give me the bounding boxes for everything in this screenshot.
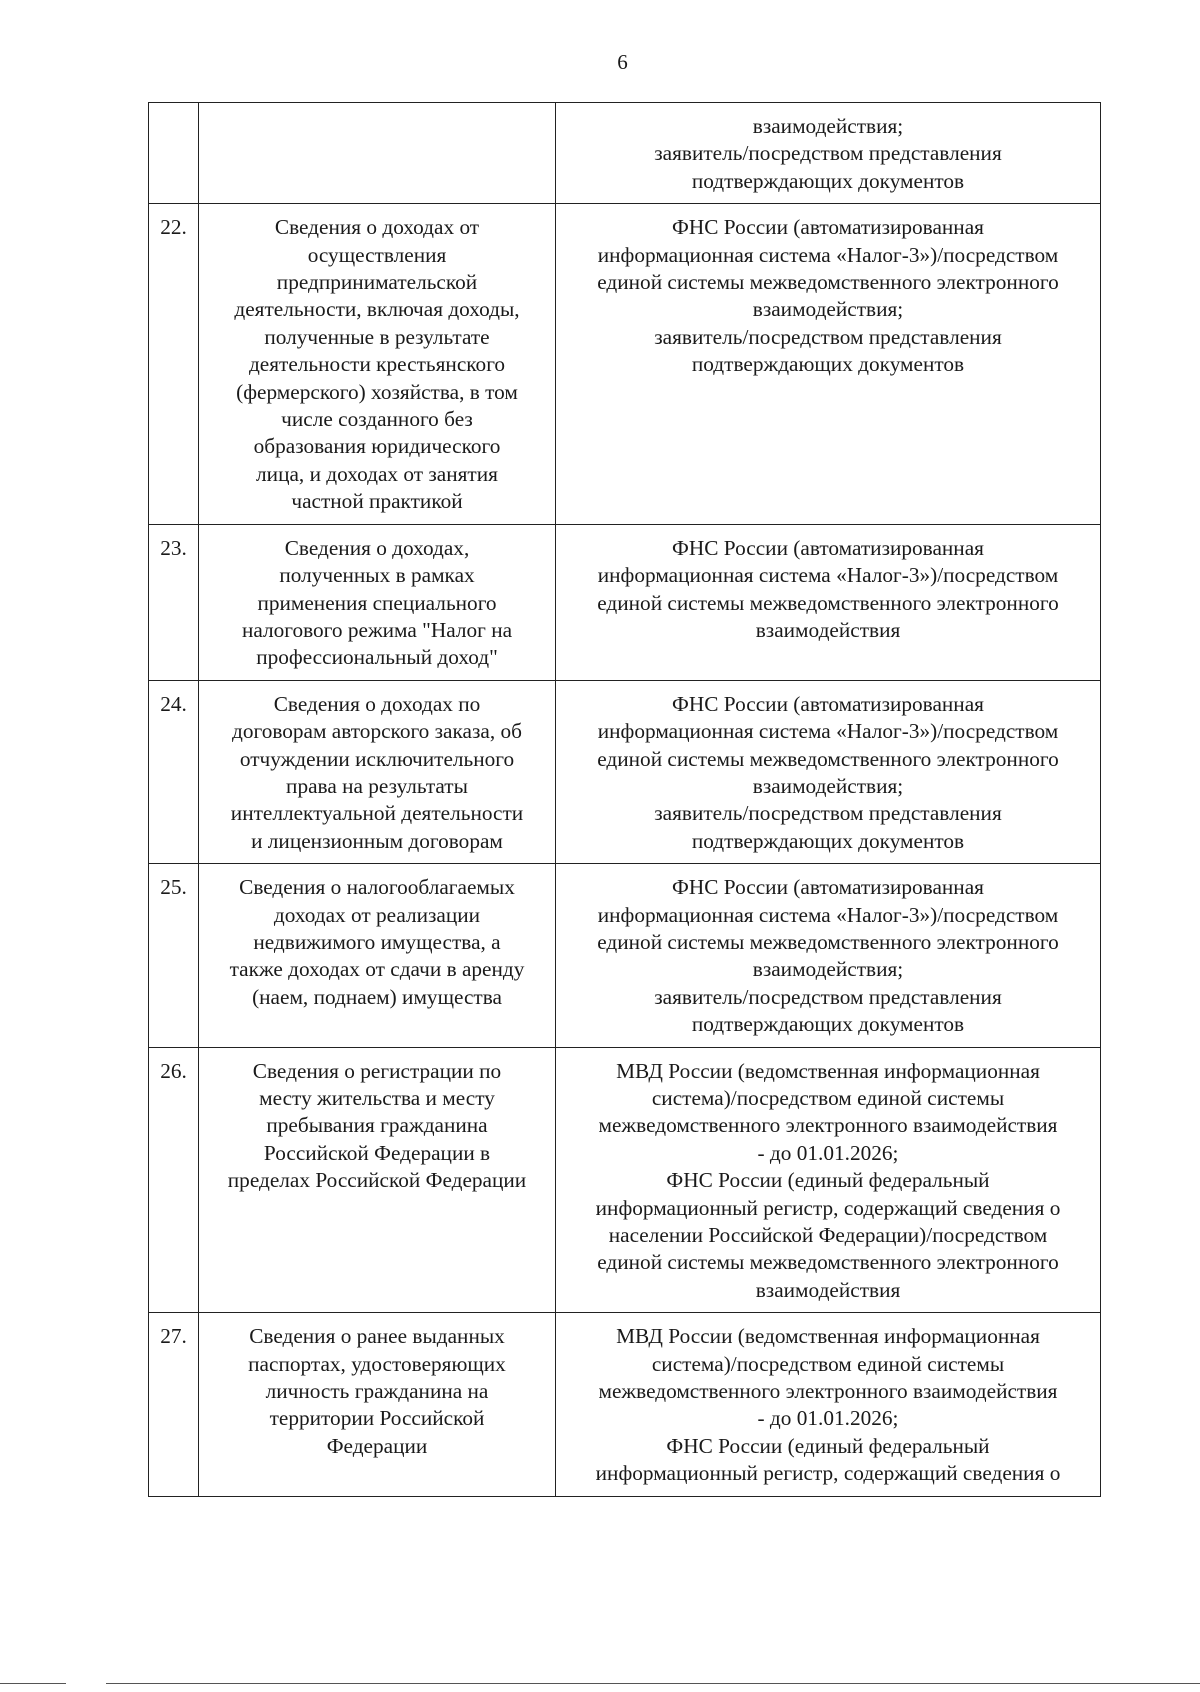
source-line: населении Российской Федерации)/посредством <box>608 1223 1048 1248</box>
information-cell <box>199 204 556 524</box>
information-line: Сведения о доходах по <box>273 691 481 716</box>
information-line: месту жительства и месту <box>259 1086 495 1110</box>
row-number: 27. <box>149 1313 199 1496</box>
source-line: подтверждающих документов <box>691 168 965 193</box>
source-line: взаимодействия; <box>752 957 904 982</box>
source-line: взаимодействия; <box>752 114 904 138</box>
table-row <box>149 204 1101 524</box>
source-line: взаимодействия <box>755 617 901 642</box>
information-line: личность гражданина на <box>265 1379 489 1404</box>
information-cell <box>199 103 556 204</box>
information-line: недвижимого имущества, а <box>253 929 501 954</box>
source-line: информационная система «Налог-3»)/посредством <box>597 563 1059 588</box>
information-line: пределах Российской Федерации <box>227 1168 527 1193</box>
information-line: территории Российской <box>269 1406 485 1431</box>
source-line: информационная система «Налог-3»)/посредством <box>597 719 1059 744</box>
source-line: информационная система «Налог-3»)/посредством <box>597 902 1059 927</box>
information-line: и лицензионным договорам <box>251 828 503 853</box>
information-line: паспортах, удостоверяющих <box>248 1351 506 1376</box>
source-line: подтверждающих документов <box>691 352 965 377</box>
information-line: деятельности, включая доходы, <box>234 297 520 322</box>
source-cell <box>556 204 1101 524</box>
source-line: система)/посредством единой системы <box>651 1086 1005 1110</box>
source-cell <box>556 1047 1101 1313</box>
source-line: ФНС России (автоматизированная <box>672 875 984 900</box>
footer-rule-left <box>0 1683 66 1684</box>
source-line: единой системы межведомственного электронного <box>597 929 1059 954</box>
table-row <box>149 1047 1101 1313</box>
table-body <box>149 103 1101 1497</box>
source-line: единой системы межведомственного электронного <box>597 590 1059 615</box>
information-line: (наем, поднаем) имущества <box>252 984 502 1009</box>
information-line: Российской Федерации в <box>263 1140 491 1165</box>
information-line: предпринимательской <box>276 270 478 295</box>
information-line: деятельности крестьянского <box>248 352 506 377</box>
information-line: лица, и доходах от занятия <box>256 461 498 486</box>
source-line: ФНС России (автоматизированная <box>672 215 984 240</box>
source-line: единой системы межведомственного электронного <box>597 270 1059 295</box>
information-line: Федерации <box>326 1433 428 1458</box>
source-cell <box>556 1313 1101 1496</box>
information-line: также доходах от сдачи в аренду <box>229 957 525 982</box>
information-line: Сведения о доходах от <box>274 215 480 240</box>
row-number <box>149 103 199 204</box>
source-line: межведомственного электронного взаимодействия <box>598 1113 1058 1138</box>
row-number: 24. <box>149 680 199 863</box>
information-line: Сведения о налогооблагаемых <box>239 875 515 900</box>
source-line: взаимодействия <box>755 1277 901 1302</box>
data-sources-table <box>148 102 1101 1497</box>
information-line: применения специального <box>257 590 497 615</box>
source-cell <box>556 680 1101 863</box>
source-line: система)/посредством единой системы <box>651 1351 1005 1376</box>
row-number: 25. <box>149 864 199 1047</box>
information-cell <box>199 1313 556 1496</box>
information-line: частной практикой <box>291 489 463 514</box>
source-line: заявитель/посредством представления <box>654 324 1002 349</box>
source-line: заявитель/посредством представления <box>654 801 1002 826</box>
information-line: числе созданного без <box>281 407 473 432</box>
source-line: единой системы межведомственного электронного <box>597 1250 1059 1275</box>
information-line: осуществления <box>307 242 447 267</box>
source-line: взаимодействия; <box>752 297 904 322</box>
information-cell <box>199 680 556 863</box>
source-line: заявитель/посредством представления <box>654 141 1002 166</box>
row-number: 26. <box>149 1047 199 1313</box>
table-row <box>149 524 1101 680</box>
information-line: права на результаты <box>286 773 468 798</box>
footer-rule-right <box>106 1683 1200 1684</box>
source-line: МВД России (ведомственная информационная <box>616 1058 1040 1083</box>
information-line: профессиональный доход" <box>256 645 498 670</box>
information-cell <box>199 864 556 1047</box>
source-line: ФНС России (автоматизированная <box>672 535 984 560</box>
source-line: МВД России (ведомственная информационная <box>616 1324 1040 1349</box>
source-line: информационный регистр, содержащий сведения о <box>595 1195 1061 1220</box>
source-line: ФНС России (единый федеральный <box>666 1433 990 1458</box>
source-line: межведомственного электронного взаимодействия <box>598 1379 1058 1404</box>
row-number: 22. <box>149 204 199 524</box>
source-line: единой системы межведомственного электронного <box>597 746 1059 771</box>
information-line: договорам авторского заказа, об <box>232 719 522 744</box>
information-line: Сведения о регистрации по <box>252 1058 502 1083</box>
information-line: налогового режима "Налог на <box>241 617 513 642</box>
source-line: - до 01.01.2026; <box>757 1406 899 1431</box>
information-line: полученных в рамках <box>279 563 475 588</box>
source-line: подтверждающих документов <box>691 1012 965 1037</box>
information-line: отчуждении исключительного <box>239 746 515 771</box>
source-line: - до 01.01.2026; <box>757 1140 899 1165</box>
table-row <box>149 680 1101 863</box>
information-line: пребывания гражданина <box>266 1113 488 1138</box>
information-line: полученные в результате <box>264 324 490 349</box>
table-row <box>149 864 1101 1047</box>
source-line: информационный регистр, содержащий сведения о <box>595 1461 1061 1486</box>
table-row <box>149 1313 1101 1496</box>
information-cell <box>199 524 556 680</box>
table-row <box>149 103 1101 204</box>
source-line: взаимодействия; <box>752 773 904 798</box>
source-line: ФНС России (автоматизированная <box>672 691 984 716</box>
source-cell <box>556 864 1101 1047</box>
source-cell <box>556 524 1101 680</box>
information-line: доходах от реализации <box>273 902 481 927</box>
page-number: 6 <box>617 50 628 74</box>
information-line: (фермерского) хозяйства, в том <box>236 379 518 404</box>
information-line: Сведения о доходах, <box>284 535 470 560</box>
source-cell <box>556 103 1101 204</box>
source-line: подтверждающих документов <box>691 828 965 853</box>
source-line: заявитель/посредством представления <box>654 984 1002 1009</box>
source-line: ФНС России (единый федеральный <box>666 1168 990 1193</box>
row-number: 23. <box>149 524 199 680</box>
source-line: информационная система «Налог-3»)/посредством <box>597 242 1059 267</box>
information-line: интеллектуальной деятельности <box>230 801 524 826</box>
information-line: образования юридического <box>253 434 501 459</box>
information-line: Сведения о ранее выданных <box>249 1324 505 1349</box>
information-cell <box>199 1047 556 1313</box>
